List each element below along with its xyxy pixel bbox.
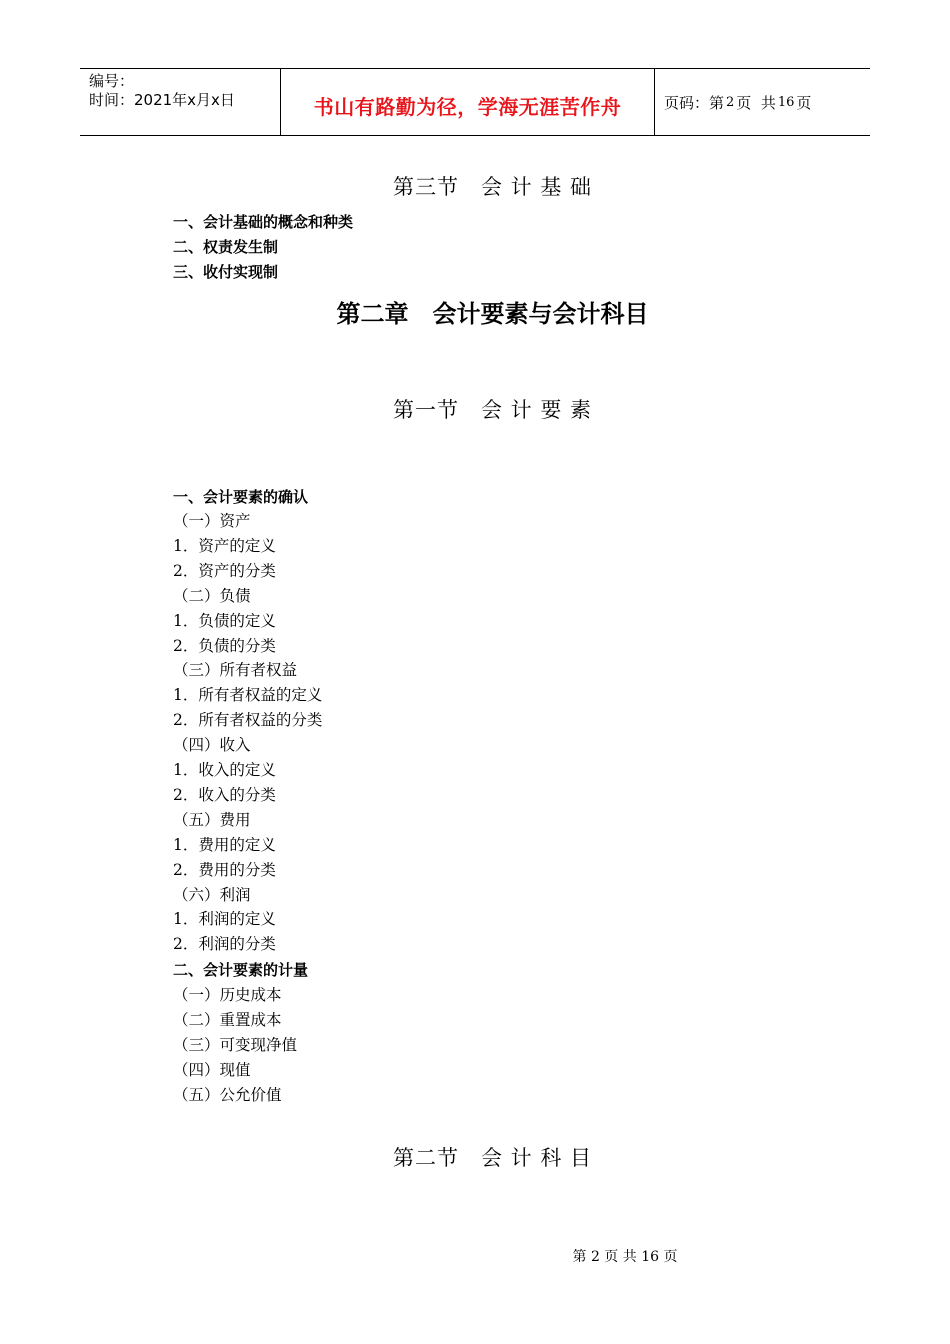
outline-line: 2．负债的分类 — [173, 636, 276, 655]
page-suffix: 页 — [796, 93, 812, 112]
motto: 书山有路勤为径，学海无涯苦作舟 — [313, 94, 622, 119]
time-label: 时间：2021年x月x日 — [89, 91, 235, 109]
outline-line: 2．利润的分类 — [173, 935, 276, 954]
outline-line: （四）现值 — [173, 1060, 251, 1079]
section3-item: 二、权责发生制 — [173, 238, 279, 256]
section3-item: 三、收付实现制 — [173, 263, 279, 281]
section-title-3: 第三节 会 计 基 础 — [392, 175, 593, 199]
outline-line: （三）所有者权益 — [173, 661, 298, 680]
section-title-1: 第一节 会 计 要 素 — [392, 398, 593, 422]
page-mid: 页 共 — [736, 93, 776, 112]
outline-line: 2．所有者权益的分类 — [173, 711, 323, 730]
chapter-title: 第二章 会计要素与会计科目 — [336, 300, 649, 328]
outline-line: 1．资产的定义 — [173, 536, 276, 555]
section1-heading-2: 二、会计要素的计量 — [173, 961, 309, 979]
outline-line: （二）重置成本 — [173, 1010, 282, 1029]
header-meta-cell — [80, 69, 281, 135]
page-footer: 第 2 页 共 16 页 — [572, 1249, 678, 1265]
outline-line: （五）费用 — [173, 810, 251, 829]
header-motto-cell — [281, 69, 655, 135]
outline-line: （四）收入 — [173, 736, 251, 755]
section1-heading-1: 一、会计要素的确认 — [173, 488, 309, 506]
outline-line: 1．所有者权益的定义 — [173, 686, 323, 705]
outline-line: （一）资产 — [173, 512, 251, 530]
header-page-cell — [655, 69, 870, 135]
outline-line: 1．费用的定义 — [173, 835, 276, 854]
page-prefix: 页码：第 — [664, 93, 725, 112]
outline-line: （一）历史成本 — [173, 986, 282, 1004]
outline-line: （五）公允价值 — [173, 1085, 282, 1104]
page-total: 16 — [777, 94, 795, 110]
outline-line: 2．收入的分类 — [173, 785, 276, 804]
number-label: 编号： — [89, 72, 135, 90]
outline-line: （二）负债 — [173, 586, 251, 605]
page-current: 2 — [726, 94, 735, 110]
section-title-2: 第二节 会 计 科 目 — [392, 1146, 593, 1170]
outline-line: 1．收入的定义 — [173, 761, 276, 779]
page-header — [80, 68, 870, 136]
outline-line: 1．利润的定义 — [173, 910, 276, 929]
outline-line: 1．负债的定义 — [173, 611, 276, 630]
outline-line: （六）利润 — [173, 885, 251, 904]
outline-line: 2．资产的分类 — [173, 561, 276, 580]
section3-item: 一、会计基础的概念和种类 — [173, 213, 354, 231]
outline-line: 2．费用的分类 — [173, 860, 276, 879]
outline-line: （三）可变现净值 — [173, 1035, 298, 1054]
